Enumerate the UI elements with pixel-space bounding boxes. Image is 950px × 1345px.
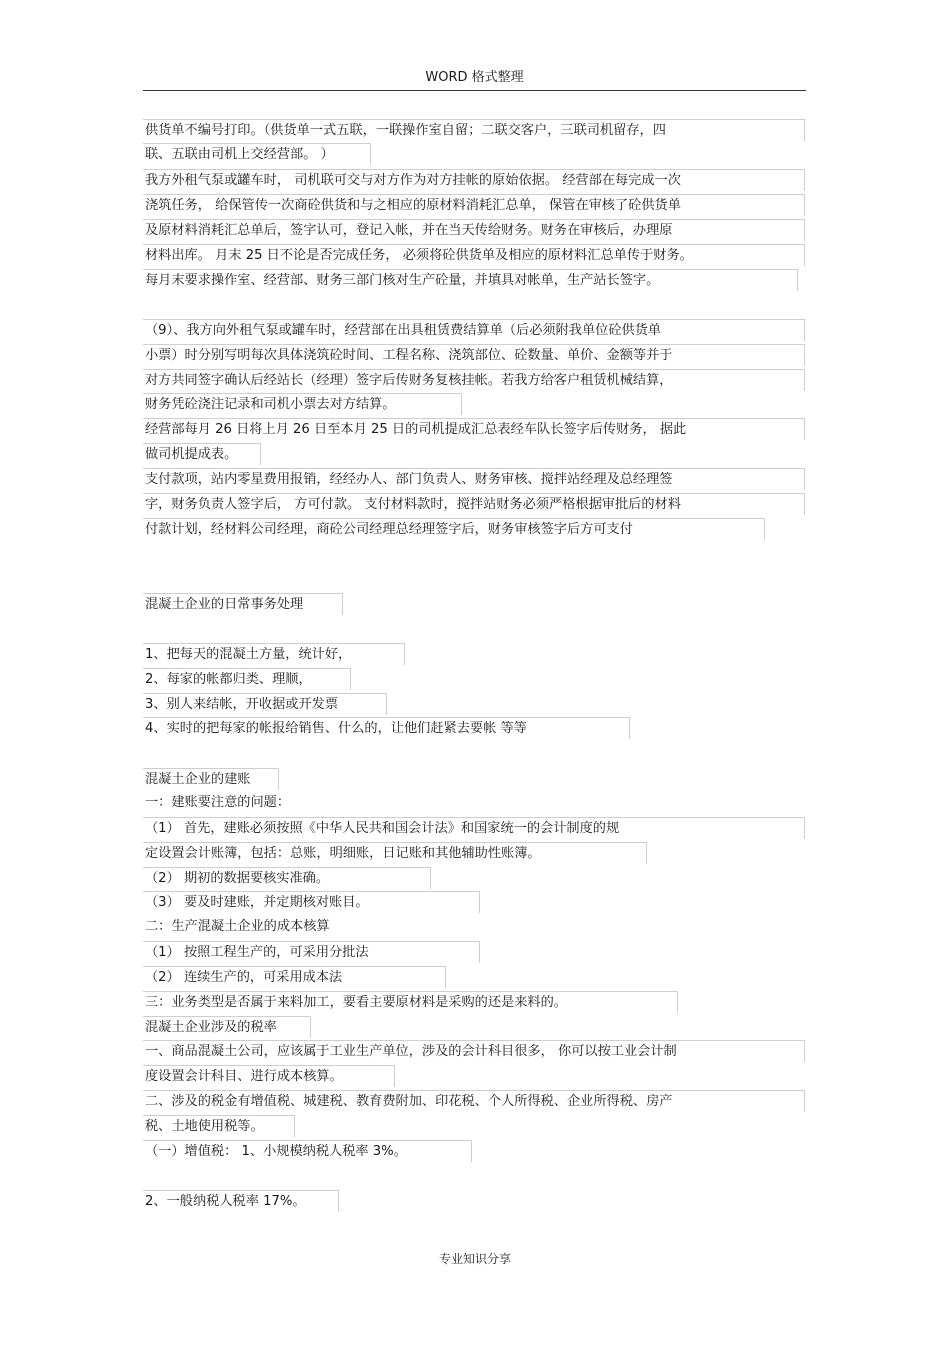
page-footer xyxy=(0,1250,950,1267)
text-line: 每月末要求操作室、经营部、财务三部门核对生产砼量，并填具对帐单，生产站长签字。 xyxy=(143,269,798,291)
header-title: WORD 格式整理 xyxy=(425,70,524,85)
text-line: （2） 连续生产的，可采用成本法 xyxy=(143,966,446,988)
text-line: （2） 期初的数据要核实准确。 xyxy=(143,867,431,889)
list-item: 4、实时的把每家的帐报给销售、什么的，让他们赶紧去要帐 等等 xyxy=(143,717,630,739)
footer-text: 专业知识分享 xyxy=(438,1252,511,1266)
text-line: （1） 按照工程生产的，可采用分批法 xyxy=(143,941,480,963)
section-heading: 混凝土企业的建账 xyxy=(143,768,279,790)
text-line: 税、土地使用税等。 xyxy=(143,1115,295,1137)
text-line: 做司机提成表。 xyxy=(143,443,261,465)
text-line: 2、一般纳税人税率 17%。 xyxy=(143,1190,339,1212)
text-line: 及原材料消耗汇总单后，签字认可，登记入帐，并在当天传给财务。财务在审核后，办理原 xyxy=(143,219,805,241)
text-line: 浇筑任务， 给保管传一次商砼供货和与之相应的原材料消耗汇总单， 保管在审核了砼供货单 xyxy=(143,194,805,216)
page-header xyxy=(143,66,806,91)
text-line: 供货单不编号打印。（供货单一式五联，一联操作室自留；二联交客户，三联司机留存，四 xyxy=(143,119,805,141)
text-line: （1） 首先，建账必须按照《中华人民共和国会计法》和国家统一的会计制度的规 xyxy=(143,817,805,839)
text-line: 二、涉及的税金有增值税、城建税、教育费附加、印花税、个人所得税、企业所得税、房产 xyxy=(143,1090,805,1112)
section-heading: 混凝土企业涉及的税率 xyxy=(143,1016,311,1038)
text-line: 付款计划，经材料公司经理，商砼公司经理总经理签字后，财务审核签字后方可支付 xyxy=(143,518,765,540)
text-line: 三：业务类型是否属于来料加工，要看主要原材料是采购的还是来料的。 xyxy=(143,991,678,1013)
text-line: （3） 要及时建账，并定期核对账目。 xyxy=(143,891,480,913)
text-line: 小票）时分别写明每次具体浇筑砼时间、工程名称、浇筑部位、砼数量、单价、金额等并于 xyxy=(143,344,805,366)
text-line: 财务凭砼浇注记录和司机小票去对方结算。 xyxy=(143,393,462,415)
text-line: 经营部每月 26 日将上月 26 日至本月 25 日的司机提成汇总表经车队长签字后传财务， 据此 xyxy=(143,418,805,440)
text-line: 字，财务负责人签字后， 方可付款。 支付材料款时，搅拌站财务必须严格根据审批后的材料 xyxy=(143,493,805,515)
subsection-heading: 二：生产混凝土企业的成本核算 xyxy=(145,919,330,934)
text-line: 联、五联由司机上交经营部。 ） xyxy=(143,143,371,165)
text-line: （9）、我方向外租气泵或罐车时，经营部在出具租赁费结算单（后必须附我单位砼供货单 xyxy=(143,319,805,341)
list-item: 1、把每天的混凝土方量，统计好， xyxy=(143,643,405,665)
text-line: 我方外租气泵或罐车时， 司机联可交与对方作为对方挂帐的原始依据。 经营部在每完成一次 xyxy=(143,169,805,191)
list-item: 3、别人来结帐，开收据或开发票 xyxy=(143,693,387,715)
section-heading: 混凝土企业的日常事务处理 xyxy=(143,593,343,615)
text-line: 对方共同签字确认后经站长（经理）签字后传财务复核挂帐。若我方给客户租赁机械结算， xyxy=(143,369,805,391)
text-line: 材料出库。 月末 25 日不论是否完成任务， 必须将砼供货单及相应的原材料汇总单传于财务。 xyxy=(143,244,805,266)
list-item: 2、每家的帐都归类、理顺， xyxy=(143,668,351,690)
text-line: （一）增值税： 1、小规模纳税人税率 3%。 xyxy=(143,1140,472,1162)
text-line: 一、商品混凝土公司，应该属于工业生产单位，涉及的会计科目很多， 你可以按工业会计制 xyxy=(143,1040,805,1062)
text-line: 定设置会计账簿，包括：总账，明细账，日记账和其他辅助性账簿。 xyxy=(143,842,647,864)
text-line: 度设置会计科目、进行成本核算。 xyxy=(143,1065,395,1087)
subsection-heading: 一：建账要注意的问题： xyxy=(145,795,291,810)
text-line: 支付款项，站内零星费用报销，经经办人、部门负责人、财务审核、搅拌站经理及总经理签 xyxy=(143,468,805,490)
